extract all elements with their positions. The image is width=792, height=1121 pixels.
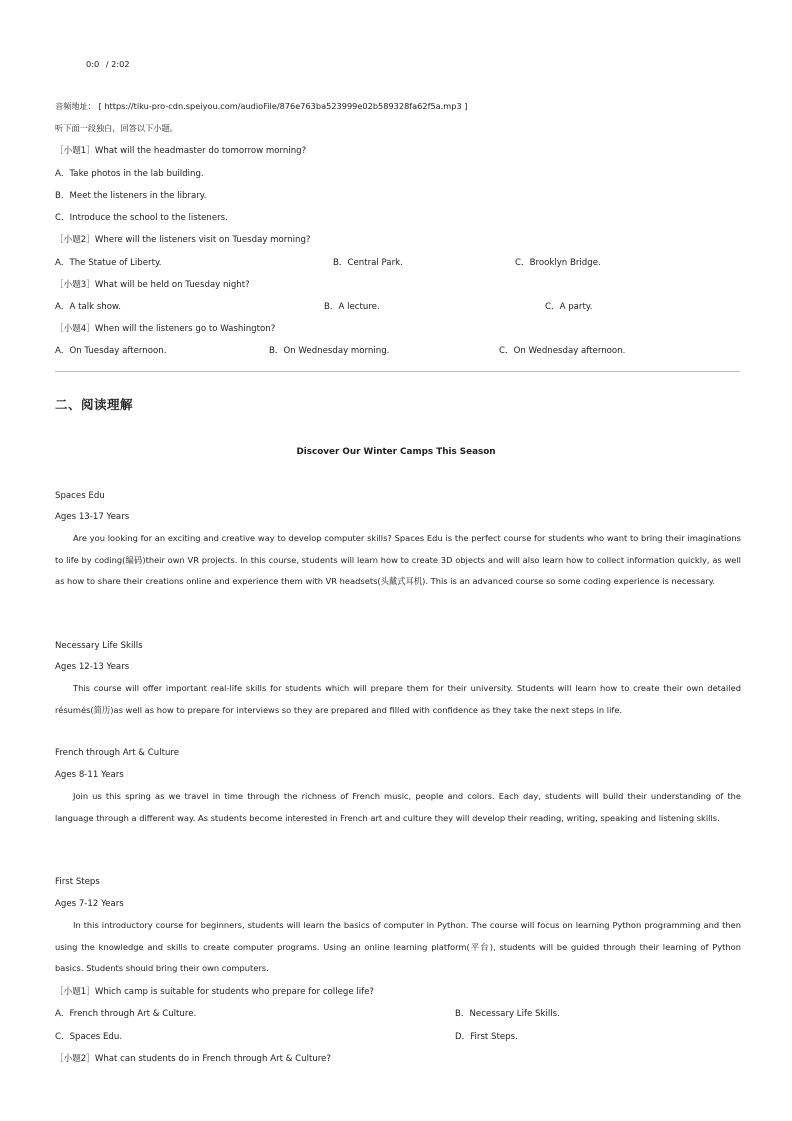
reading-q1-option-a[interactable]: A．French through Art & Culture. <box>55 1009 197 1019</box>
camp-description: Join us this spring as we travel in time through the richness of French music, people and colors. Each day, students will build their understanding of the language through a different way. As students become interested in French art and culture they will develop their reading, writing, speaking and listening skills. <box>55 791 741 823</box>
reading-q1-option-d[interactable]: D．First Steps. <box>455 1032 518 1042</box>
audio-address[interactable]: 音频地址： [ https://tiku-pro-cdn.speiyou.com/audioFile/876e763ba523999e02b589328fa62f5a.mp3 ] <box>55 101 468 111</box>
reading-question-1: ［小题1］Which camp is suitable for students who prepare for college life? <box>55 987 374 997</box>
listening-q1-option-a[interactable]: A．Take photos in the lab building. <box>55 169 204 179</box>
camp-name: Spaces Edu <box>55 491 105 501</box>
camp-name: French through Art & Culture <box>55 748 180 758</box>
reading-q1-option-c[interactable]: C．Spaces Edu. <box>55 1032 123 1042</box>
camp-ages: Ages 13-17 Years <box>55 512 130 522</box>
camp-ages: Ages 7-12 Years <box>55 899 124 909</box>
listening-q3-option-a[interactable]: A．A talk show. <box>55 302 121 312</box>
camp-name: Necessary Life Skills <box>55 641 143 651</box>
listening-q4-option-b[interactable]: B．On Wednesday morning. <box>269 346 390 356</box>
camp-description: Are you looking for an exciting and creative way to develop computer skills? Spaces Edu is the perfect course for students who want to bring their imaginations to life by coding(编码)their own VR projects. In this course, students will learn how to create 3D objects and will also learn how to collect information quickly, as well as how to share their creations online and experience them with VR headsets(头戴式耳机). This is an advanced course so some coding experience is necessary. <box>55 533 741 587</box>
audio-current-time: 0:0 <box>86 59 100 69</box>
reading-q1-option-b[interactable]: B．Necessary Life Skills. <box>455 1009 560 1019</box>
camp-description: In this introductory course for beginners, students will learn the basics of computer in Python. The course will focus on learning Python programming and then using the knowledge and skills to create computer programs. Using an online learning platform(平台), students will be guided through their learning of Python basics. Students should bring their own computers. <box>55 920 741 974</box>
listening-q3-option-b[interactable]: B．A lecture. <box>324 302 380 312</box>
passage-title: Discover Our Winter Camps This Season <box>296 447 496 457</box>
listening-q2-option-a[interactable]: A．The Statue of Liberty. <box>55 258 162 268</box>
listening-q1-option-b[interactable]: B．Meet the listeners in the library. <box>55 191 207 201</box>
audio-player[interactable] <box>86 59 134 69</box>
camp-name: First Steps <box>55 877 100 887</box>
camp-ages: Ages 8-11 Years <box>55 770 124 780</box>
camp-description: This course will offer important real-life skills for students which will prepare them for their university. Students will learn how to create their own detailed résumés(简历)as well as how to prepare for interviews so they are prepared and filled with confidence as they take the next steps in life. <box>55 683 741 715</box>
listen-instruction: 听下面一段独白，回答以下小题。 <box>55 123 178 133</box>
section-title: 二、阅读理解 <box>55 397 134 412</box>
listening-q3-option-c[interactable]: C．A party. <box>545 302 593 312</box>
listening-q4-option-a[interactable]: A．On Tuesday afternoon. <box>55 346 167 356</box>
listening-q2-option-b[interactable]: B．Central Park. <box>333 258 403 268</box>
audio-duration: / 2:02 <box>105 59 130 69</box>
listening-question-3: ［小题3］What will be held on Tuesday night? <box>55 280 250 290</box>
listening-question-4: ［小题4］When will the listeners go to Washington? <box>55 324 276 334</box>
listening-q1-option-c[interactable]: C．Introduce the school to the listeners. <box>55 213 228 223</box>
listening-q4-option-c[interactable]: C．On Wednesday afternoon. <box>499 346 626 356</box>
section-divider <box>55 371 740 372</box>
listening-question-1: ［小题1］What will the headmaster do tomorrow morning? <box>55 146 307 156</box>
camp-ages: Ages 12-13 Years <box>55 662 130 672</box>
listening-q2-option-c[interactable]: C．Brooklyn Bridge. <box>515 258 601 268</box>
reading-question-2: ［小题2］What can students do in French through Art & Culture? <box>55 1054 331 1064</box>
listening-question-2: ［小题2］Where will the listeners visit on Tuesday morning? <box>55 235 311 245</box>
